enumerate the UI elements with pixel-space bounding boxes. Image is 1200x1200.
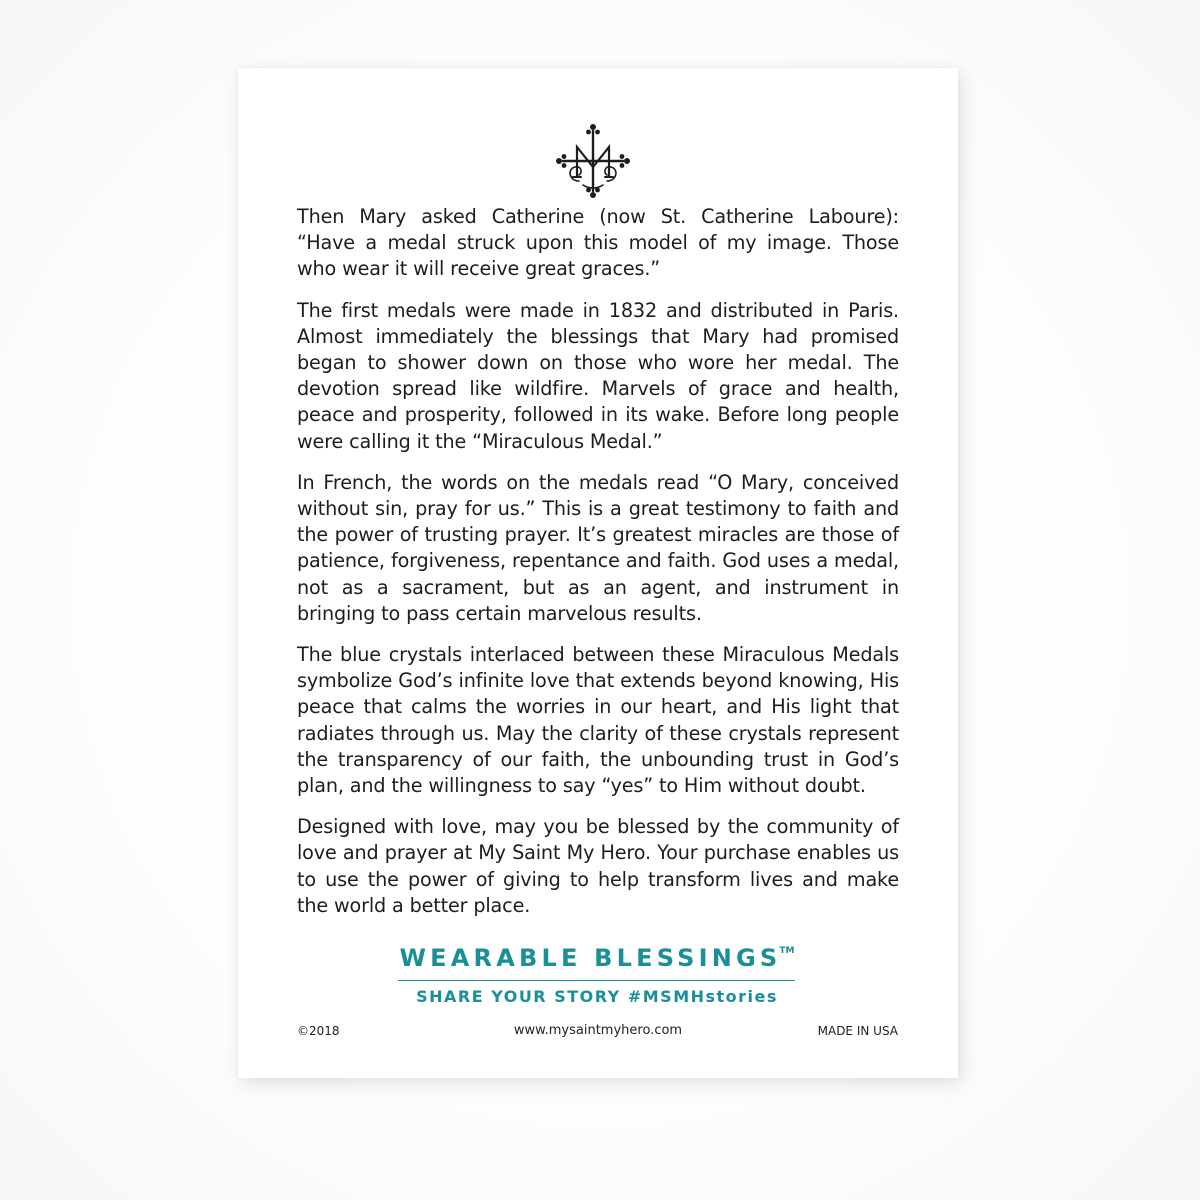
paragraph-history: The first medals were made in 1832 and distributed in Paris. Almost immediately the blessings that Mary had promised began to shower down on those who wore her medal. The devotion spread like wildfire. Marvels of grace and health, peace and prosperity, followed in its wake. Before long people were calling it the “Miraculous Medal.” <box>297 298 899 453</box>
brand-tagline: SHARE YOUR STORY #MSMHstories <box>416 987 778 1006</box>
prayer-card <box>238 68 958 1078</box>
paragraph-closing: Designed with love, may you be blessed by the community of love and prayer at My Saint My Hero. Your purchase enables us to use the power of giving to help transform lives and make the world a better place. <box>297 815 899 917</box>
paragraph-crystals: The blue crystals interlaced between these Miraculous Medals symbolize God’s infinite love that extends beyond knowing, His peace that calms the worries in our heart, and His light that radiates through us. May the clarity of these crystals represent the transparency of our faith, the unbounding trust in God’s plan, and the willingness to say “yes” to Him without doubt. <box>297 643 899 798</box>
brand-name <box>397 944 797 972</box>
paragraph-meaning: In French, the words on the medals read “O Mary, conceived without sin, pray for us.” This is a great testimony to faith and the power of trusting prayer. It’s greatest miracles are those of patience, forgiveness, repentance and faith. God uses a medal, not as a sacrament, but as an agent, and instrument in bringing to pass certain marvelous results. <box>297 470 899 625</box>
brand-name-text: WEARABLE BLESSINGS <box>399 944 782 972</box>
marian-monogram-cross-icon <box>555 123 631 199</box>
made-in-usa: MADE IN USA <box>817 1024 898 1038</box>
paragraph-intro: Then Mary asked Catherine (now St. Catherine Laboure): “Have a medal struck upon this model of my image. Those who wear it will receive great graces.” <box>297 205 899 281</box>
website-url: www.mysaintmyhero.com <box>513 1023 683 1038</box>
copyright-notice: ©2018 <box>297 1024 340 1038</box>
trademark-mark: TM <box>779 946 795 956</box>
brand-divider <box>398 980 795 981</box>
card-body-text <box>297 204 899 934</box>
